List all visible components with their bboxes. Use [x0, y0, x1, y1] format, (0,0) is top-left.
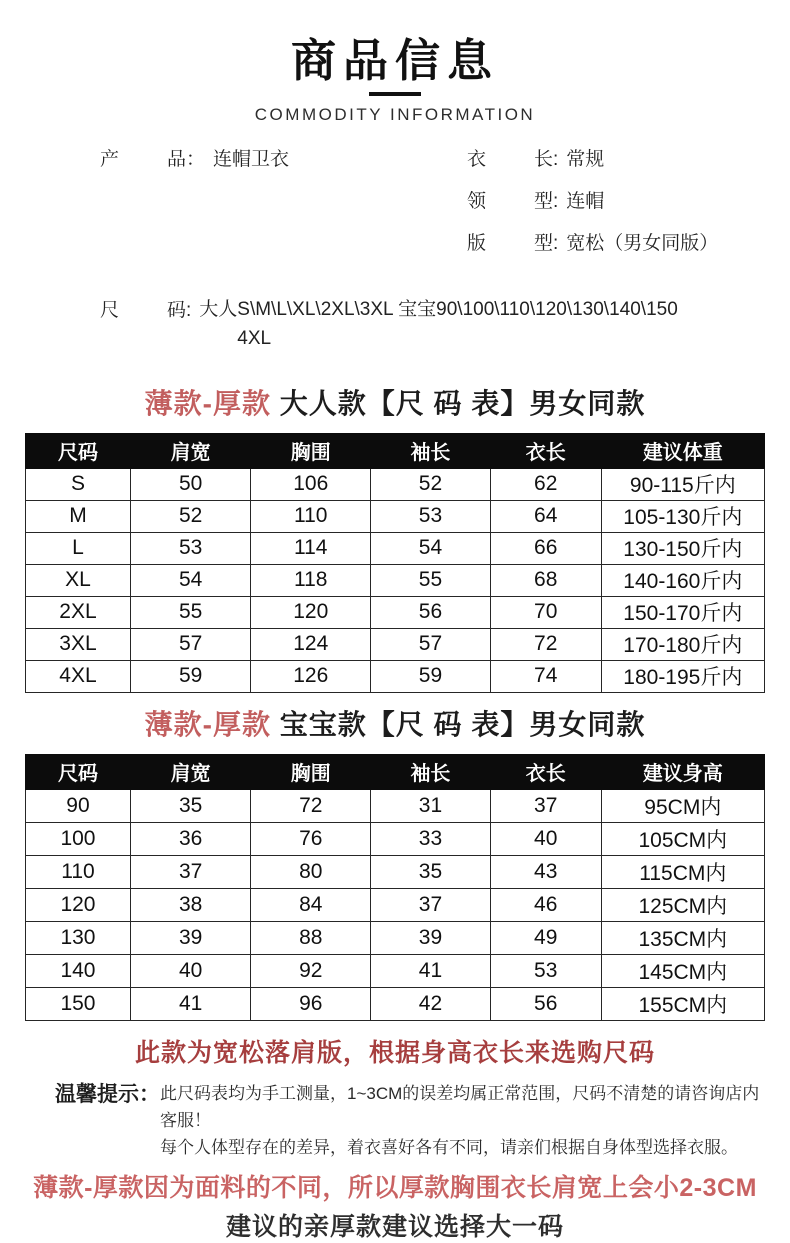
title-block	[0, 0, 790, 125]
size-codes-line2: 4XL	[237, 328, 272, 350]
adult-heading-black: 大人款【尺 码 表】男女同款	[270, 387, 646, 419]
page-title: 商品信息	[290, 35, 499, 86]
cell: 140	[26, 954, 131, 987]
column-header: 袖长	[371, 433, 491, 468]
tips-line2: 每个人体型存在的差异，着衣喜好各有不同，请亲们根据自身体型选择衣服。	[160, 1137, 738, 1157]
cell: 68	[490, 564, 601, 596]
table-row	[26, 596, 765, 628]
tips-line1: 此尺码表均为手工测量，1~3CM的误差均属正常范围，尺码不清楚的请咨询店内客服！	[160, 1083, 760, 1130]
cell: 46	[490, 888, 601, 921]
column-header: 建议体重	[601, 433, 764, 468]
cell: 120	[26, 888, 131, 921]
cell: 52	[371, 468, 491, 500]
cell: 140-160斤内	[601, 564, 764, 596]
cell: 31	[371, 789, 491, 822]
cell: 124	[251, 628, 371, 660]
tips-text	[160, 1077, 760, 1162]
attribute-fit	[467, 228, 718, 255]
cell: 36	[130, 822, 250, 855]
table-row	[26, 987, 765, 1020]
baby-table-heading	[0, 703, 790, 743]
cell: 135CM内	[601, 921, 764, 954]
cell: 54	[371, 532, 491, 564]
cell: 39	[371, 921, 491, 954]
table-row	[26, 921, 765, 954]
column-header: 衣长	[490, 433, 601, 468]
attribute-label: 产品	[100, 149, 186, 170]
size-codes-line	[0, 295, 790, 354]
cell: 150	[26, 987, 131, 1020]
cell: 2XL	[26, 596, 131, 628]
cell: 35	[130, 789, 250, 822]
column-header: 袖长	[371, 754, 491, 789]
cell: 66	[490, 532, 601, 564]
attribute-label: 衣长	[467, 149, 553, 170]
adult-table-heading	[0, 382, 790, 422]
cell: 155CM内	[601, 987, 764, 1020]
attribute-label: 版型	[467, 233, 553, 254]
thick-fabric-note: 薄款-厚款因为面料的不同，所以厚款胸围衣长肩宽上会小2-3CM	[33, 1174, 757, 1203]
cell: 56	[371, 596, 491, 628]
cell: 55	[130, 596, 250, 628]
cell: 105CM内	[601, 822, 764, 855]
column-header: 肩宽	[130, 433, 250, 468]
tips-label: 温馨提示：	[55, 1082, 160, 1106]
cell: 52	[130, 500, 250, 532]
cell: 37	[490, 789, 601, 822]
cell: 37	[130, 855, 250, 888]
cell: 57	[371, 628, 491, 660]
cell: 90-115斤内	[601, 468, 764, 500]
attribute-length	[467, 144, 718, 171]
cell: XL	[26, 564, 131, 596]
cell: 42	[371, 987, 491, 1020]
cell: 50	[130, 468, 250, 500]
size-codes-label-wrap	[100, 295, 191, 354]
cell: 114	[251, 532, 371, 564]
cell: 41	[371, 954, 491, 987]
cell: 4XL	[26, 660, 131, 692]
attribute-colon: :	[553, 149, 559, 170]
size-codes-content	[199, 295, 678, 354]
cell: S	[26, 468, 131, 500]
cell: 37	[371, 888, 491, 921]
cell: 88	[251, 921, 371, 954]
table-row	[26, 628, 765, 660]
attribute-colon: :	[553, 191, 559, 212]
column-header: 胸围	[251, 433, 371, 468]
cell: 59	[130, 660, 250, 692]
cell: 53	[371, 500, 491, 532]
column-header: 建议身高	[601, 754, 764, 789]
cell: 110	[251, 500, 371, 532]
cell: 125CM内	[601, 888, 764, 921]
cell: 53	[130, 532, 250, 564]
cell: 56	[490, 987, 601, 1020]
baby-heading-black: 宝宝款【尺 码 表】男女同款	[270, 708, 646, 740]
cell: 59	[371, 660, 491, 692]
size-codes-line1: 大人S\M\L\XL\2XL\3XL 宝宝90\100\110\120\130\140\150	[199, 299, 678, 320]
baby-table-header-row	[26, 754, 765, 789]
attribute-collar	[467, 186, 718, 213]
product-attributes	[0, 144, 790, 270]
cell: 53	[490, 954, 601, 987]
table-row	[26, 888, 765, 921]
table-row	[26, 564, 765, 596]
attribute-product	[100, 144, 467, 171]
table-row	[26, 660, 765, 692]
cell: 55	[371, 564, 491, 596]
cell: 84	[251, 888, 371, 921]
cell: 38	[130, 888, 250, 921]
cell: 130-150斤内	[601, 532, 764, 564]
baby-size-table	[25, 754, 765, 1021]
table-row	[26, 822, 765, 855]
cell: 80	[251, 855, 371, 888]
cell: 40	[490, 822, 601, 855]
cell: 145CM内	[601, 954, 764, 987]
table-row	[26, 468, 765, 500]
table-row	[26, 500, 765, 532]
column-header: 肩宽	[130, 754, 250, 789]
cell: 72	[251, 789, 371, 822]
adult-size-table	[25, 433, 765, 693]
attribute-colon: :	[553, 233, 559, 254]
cell: 120	[251, 596, 371, 628]
cell: 92	[251, 954, 371, 987]
cell: 110	[26, 855, 131, 888]
cell: 54	[130, 564, 250, 596]
tips-block	[0, 1077, 790, 1162]
fit-note: 此款为宽松落肩版，根据身高衣长来选购尺码	[134, 1039, 655, 1067]
table-row	[26, 532, 765, 564]
table-row	[26, 789, 765, 822]
cell: 90	[26, 789, 131, 822]
attribute-label: 领型	[467, 191, 553, 212]
table-row	[26, 855, 765, 888]
page-subtitle: COMMODITY INFORMATION	[254, 105, 536, 124]
cell: 115CM内	[601, 855, 764, 888]
cell: 150-170斤内	[601, 596, 764, 628]
cell: 72	[490, 628, 601, 660]
cell: 70	[490, 596, 601, 628]
cell: 106	[251, 468, 371, 500]
attribute-value: 连帽	[566, 191, 605, 212]
cell: 49	[490, 921, 601, 954]
attribute-value: 连帽卫衣	[213, 149, 290, 170]
title-underline	[369, 92, 421, 96]
size-codes-label: 尺码	[100, 300, 186, 321]
cell: 126	[251, 660, 371, 692]
adult-table-header-row	[26, 433, 765, 468]
column-header: 胸围	[251, 754, 371, 789]
cell: 118	[251, 564, 371, 596]
cell: 57	[130, 628, 250, 660]
column-header: 尺码	[26, 433, 131, 468]
cell: 43	[490, 855, 601, 888]
column-header: 尺码	[26, 754, 131, 789]
cell: 105-130斤内	[601, 500, 764, 532]
adult-heading-red: 薄款-厚款	[144, 387, 271, 419]
cell: 76	[251, 822, 371, 855]
cell: 62	[490, 468, 601, 500]
cell: 39	[130, 921, 250, 954]
cell: 170-180斤内	[601, 628, 764, 660]
baby-heading-red: 薄款-厚款	[144, 708, 271, 740]
cell: L	[26, 532, 131, 564]
cell: 64	[490, 500, 601, 532]
cell: 33	[371, 822, 491, 855]
cell: M	[26, 500, 131, 532]
cell: 96	[251, 987, 371, 1020]
size-codes-colon: :	[186, 300, 192, 321]
cell: 40	[130, 954, 250, 987]
attribute-colon: ：	[186, 149, 206, 170]
cell: 41	[130, 987, 250, 1020]
table-row	[26, 954, 765, 987]
column-header: 衣长	[490, 754, 601, 789]
product-attributes-right	[467, 144, 718, 270]
cell: 180-195斤内	[601, 660, 764, 692]
cell: 3XL	[26, 628, 131, 660]
attribute-value: 常规	[566, 149, 605, 170]
cell: 74	[490, 660, 601, 692]
final-size-advice: 建议的亲厚款建议选择大一码	[225, 1213, 564, 1242]
cell: 130	[26, 921, 131, 954]
attribute-value: 宽松（男女同版）	[566, 233, 719, 254]
cell: 35	[371, 855, 491, 888]
cell: 95CM内	[601, 789, 764, 822]
cell: 100	[26, 822, 131, 855]
product-attributes-left	[100, 144, 467, 270]
